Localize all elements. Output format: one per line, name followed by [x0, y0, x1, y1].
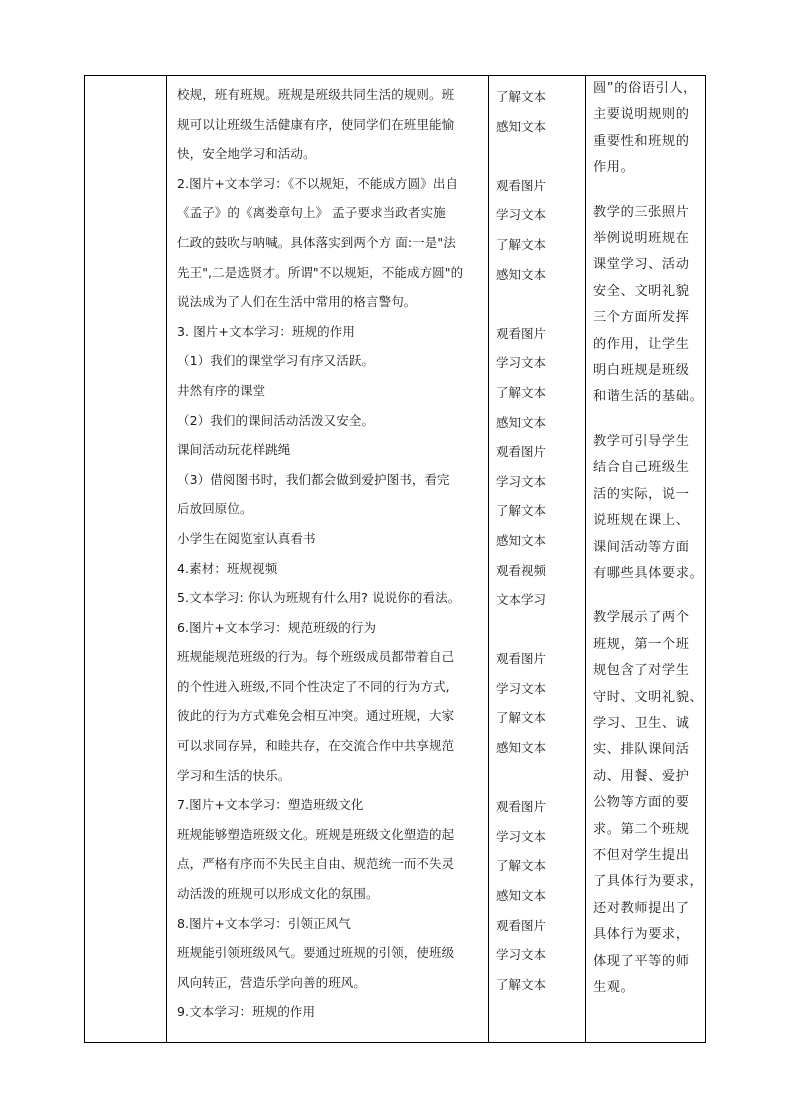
purpose-line: 和谐生活的基础。 — [593, 389, 704, 405]
content-line: 校规，班有班规。班规是班级共同生活的规则。班 — [177, 87, 455, 102]
activity-line: 感知文本 — [496, 888, 547, 904]
content-line: 规可以让班级生活健康有序，使同学们在班里能愉 — [177, 116, 455, 132]
content-line: 风向转正，营造乐学向善的班风。 — [177, 974, 367, 990]
content-line: 井然有序的课堂 — [177, 382, 266, 398]
content-line: （3）借阅图书时，我们都会做到爱护图书，看完 — [177, 471, 450, 487]
activity-line: 学习文本 — [496, 947, 547, 963]
content-line: 5.文本学习: 你认为班规有什么用? 说说你的看法。 — [177, 590, 461, 606]
activity-line: 观看图片 — [496, 799, 547, 815]
purpose-line: 活的实际，说一 — [593, 486, 690, 502]
purpose-line: 说班规在课上、 — [593, 513, 690, 529]
spacer — [593, 411, 705, 429]
content-line: 7.图片+文本学习：塑造班级文化 — [177, 797, 364, 813]
purpose-line: 主要说明规则的 — [593, 107, 690, 123]
content-line: 学习和生活的快乐。 — [177, 767, 291, 783]
content-line: 班规能引领班级风气。要通过班规的引领，使班级 — [177, 945, 455, 961]
purpose-line: 求。第二个班规 — [593, 821, 690, 837]
content-line: 2.图片+文本学习：《不以规矩，不能成方圆》出自 — [177, 175, 459, 191]
activity-line: 观看图片 — [496, 651, 547, 667]
purpose-line: 生观。 — [593, 980, 635, 995]
activity-line: 观看图片 — [496, 177, 547, 193]
purpose-line: 课堂学习、活动 — [593, 257, 690, 273]
content-line: 班规能规范班级的行为。每个班级成员都带着自己 — [177, 649, 455, 665]
activity-line: 了解文本 — [496, 710, 547, 726]
spacer — [496, 141, 586, 171]
activity-line: 观看图片 — [496, 444, 547, 460]
content-line: 《孟子》的《离娄章句上》 孟子要求当政者实施 — [177, 205, 446, 221]
purpose-line: 重要性和班规的 — [593, 133, 690, 149]
content-line: 8.图片+文本学习：引领正风气 — [177, 915, 351, 931]
student-activity-cell — [490, 76, 586, 1042]
purpose-line: 作用。 — [593, 160, 635, 176]
activity-line: 学习文本 — [496, 207, 547, 223]
purpose-line: 学习、卫生、诚 — [593, 715, 690, 731]
purpose-line: 教学展示了两个 — [593, 610, 690, 626]
purpose-line: 公物等方面的要 — [593, 795, 690, 811]
column-divider — [166, 76, 167, 1042]
content-line: 3. 图片+文本学习：班规的作用 — [177, 323, 355, 339]
activity-line: 感知文本 — [496, 118, 547, 134]
content-line: 班规能够塑造班级文化。班规是班级文化塑造的起 — [177, 826, 455, 842]
content-line: 的个性进入班级,不同个性决定了不同的行为方式, — [177, 678, 450, 694]
content-line: 小学生在阅览室认真看书 — [177, 530, 316, 546]
activity-line: 观看图片 — [496, 917, 547, 933]
content-line: 说法成为了人们在生活中常用的格言警句。 — [177, 294, 417, 310]
teaching-content-cell — [171, 76, 491, 1042]
content-line: 4.素材：班规视频 — [177, 560, 278, 576]
purpose-line: 班规，第一个班 — [593, 636, 690, 652]
activity-line: 学习文本 — [496, 828, 547, 844]
content-line: 彼此的行为方式难免会相互冲突。通过班规，大家 — [177, 708, 455, 724]
activity-line: 了解文本 — [496, 503, 547, 519]
lesson-plan-table — [84, 75, 706, 1043]
content-line: （2）我们的课间活动活泼又安全。 — [177, 412, 375, 428]
spacer — [496, 763, 586, 793]
purpose-line: 还对教师提出了 — [593, 900, 690, 916]
activity-line: 感知文本 — [496, 532, 547, 548]
content-line: 快，安全地学习和活动。 — [177, 146, 316, 162]
purpose-line: 体现了平等的师 — [593, 953, 690, 969]
purpose-line: 教学的三张照片 — [593, 204, 690, 220]
purpose-line: 不但对学生提出 — [593, 847, 690, 863]
content-line: 6.图片+文本学习：规范班级的行为 — [177, 619, 377, 635]
activity-line: 文本学习 — [496, 592, 547, 608]
purpose-line: 规包含了对学生 — [593, 663, 690, 679]
activity-line: 了解文本 — [496, 89, 547, 104]
activity-line: 了解文本 — [496, 384, 547, 400]
activity-line: 了解文本 — [496, 236, 547, 252]
content-line: 课间活动玩花样跳绳 — [177, 442, 291, 458]
purpose-line: 的作用，让学生 — [593, 336, 690, 352]
purpose-line: 举例说明班规在 — [593, 231, 690, 247]
content-line: 后放回原位。 — [177, 501, 253, 517]
purpose-line: 课间活动等方面 — [593, 539, 690, 555]
purpose-line: 安全、文明礼貌 — [593, 283, 690, 299]
purpose-line: 教学可引导学生 — [593, 433, 690, 449]
activity-line: 观看图片 — [496, 325, 547, 341]
purpose-line: 结合自己班级生 — [593, 460, 690, 476]
activity-line: 学习文本 — [496, 473, 547, 489]
content-line: 9.文本学习：班规的作用 — [177, 1004, 316, 1020]
design-intent-cell — [587, 76, 705, 1042]
activity-line: 学习文本 — [496, 680, 547, 696]
purpose-line: 有哪些具体要求。 — [593, 565, 704, 581]
purpose-line: 动、用餐、爱护 — [593, 768, 690, 784]
activity-line: 感知文本 — [496, 740, 547, 756]
content-line: 先王",二是选贤才。所谓"不以规矩，不能成方圆"的 — [177, 264, 464, 280]
content-line: 动活泼的班规可以形成文化的氛围。 — [177, 886, 379, 902]
purpose-line: 了具体行为要求， — [593, 874, 704, 890]
activity-line: 观看视频 — [496, 562, 547, 578]
activity-line: 感知文本 — [496, 266, 547, 282]
spacer — [496, 615, 586, 645]
content-line: 可以求同存异，和睦共存，在交流合作中共享规范 — [177, 738, 455, 754]
spacer — [496, 289, 586, 319]
purpose-line: 圆”的俗语引人， — [593, 81, 697, 96]
purpose-line: 三个方面所发挥 — [593, 310, 690, 326]
spacer — [593, 587, 705, 605]
spacer — [593, 182, 705, 200]
content-line: 点，严格有序而不失民主自由、规范统一而不失灵 — [177, 856, 455, 872]
purpose-line: 具体行为要求， — [593, 927, 690, 943]
activity-line: 感知文本 — [496, 414, 547, 430]
content-line: 仁政的鼓吹与呐喊。具体落实到两个方 面:一是"法 — [177, 234, 456, 250]
activity-line: 了解文本 — [496, 976, 547, 992]
activity-line: 了解文本 — [496, 858, 547, 874]
activity-line: 学习文本 — [496, 355, 547, 371]
content-line: （1）我们的课堂学习有序又活跃。 — [177, 353, 375, 369]
purpose-line: 明白班规是班级 — [593, 363, 690, 379]
purpose-line: 实、排队课间活 — [593, 742, 690, 758]
purpose-line: 守时、文明礼貌、 — [593, 689, 704, 705]
